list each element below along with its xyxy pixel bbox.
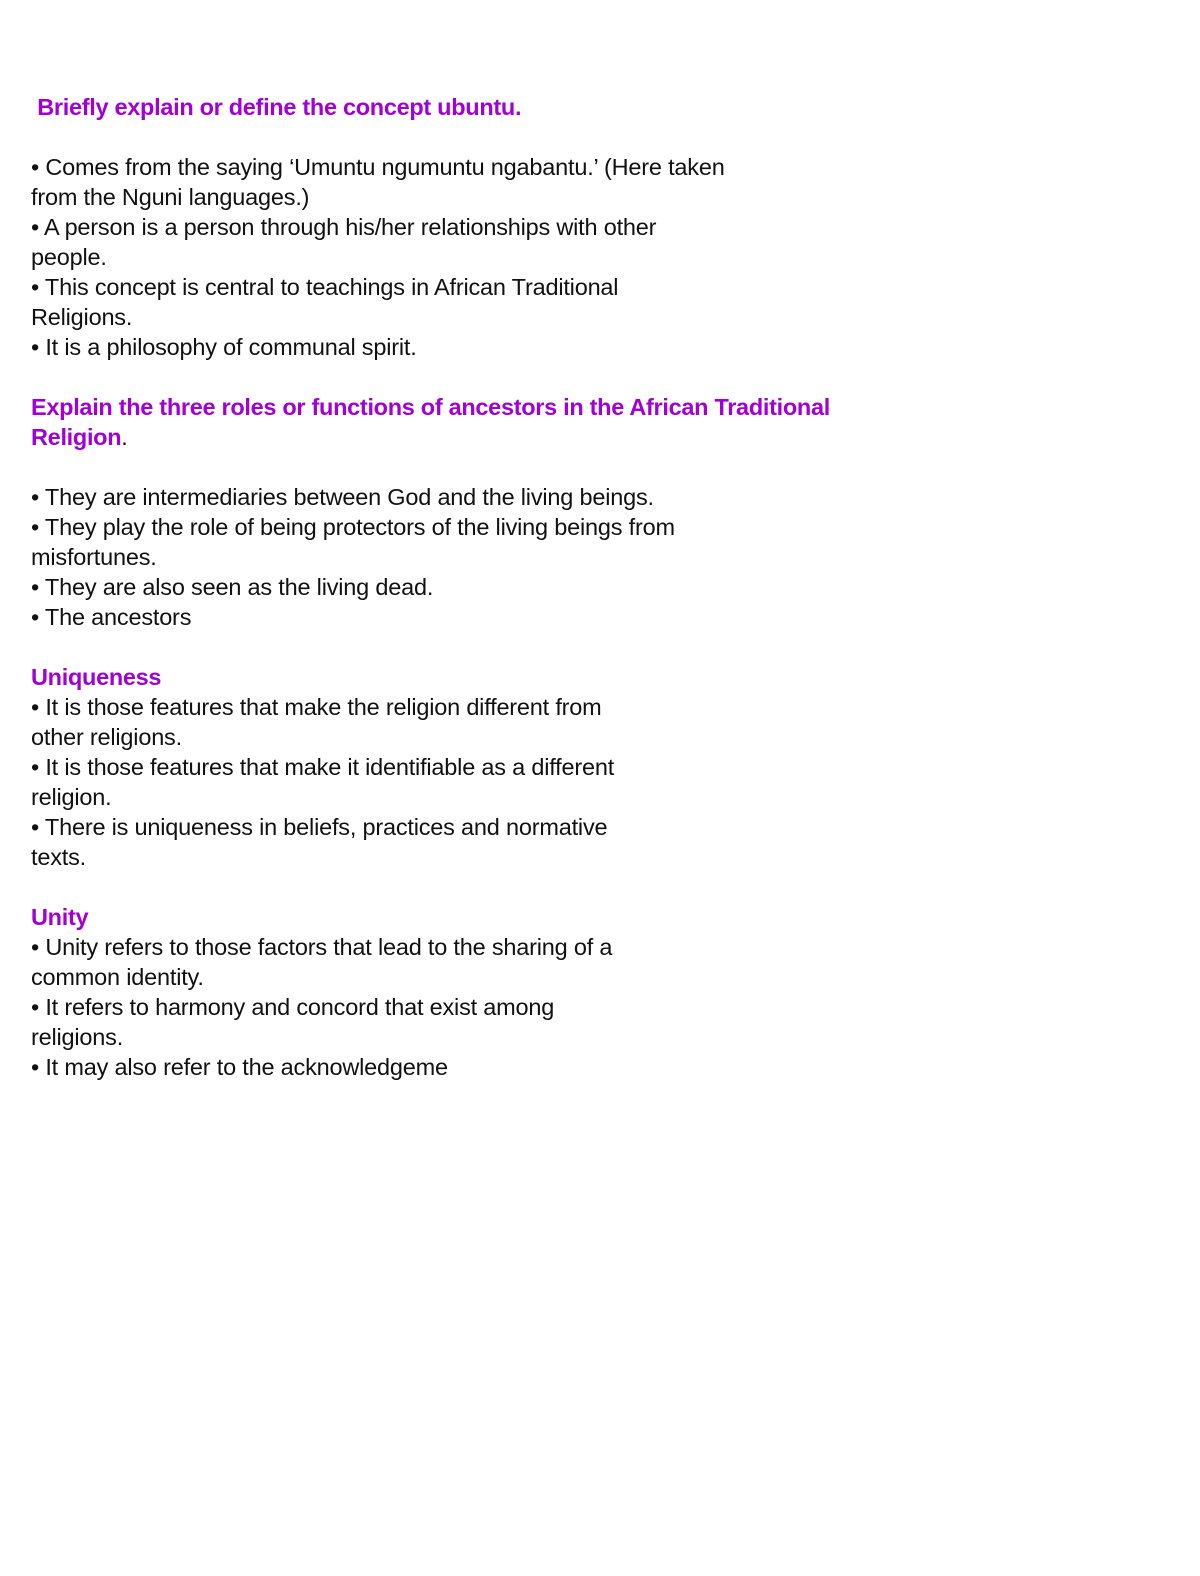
heading-ancestors-period: . <box>121 424 128 450</box>
body-line: • They are also seen as the living dead. <box>31 574 434 600</box>
body-line: • This concept is central to teachings in African Traditional <box>31 274 619 300</box>
heading-ancestors-line2 <box>31 422 931 452</box>
body-line: • There is uniqueness in beliefs, practices and normative <box>31 814 608 840</box>
heading-ancestors-line1: Explain the three roles or functions of ancestors in the African Traditional <box>31 394 830 420</box>
body-line: people. <box>31 244 107 270</box>
heading-unity: Unity <box>31 904 89 930</box>
body-line: misfortunes. <box>31 544 157 570</box>
body-line: religions. <box>31 1024 124 1050</box>
body-line: from the Nguni languages.) <box>31 184 310 210</box>
body-line: • Unity refers to those factors that lead to the sharing of a <box>31 934 613 960</box>
body-line: texts. <box>31 844 86 870</box>
spacer <box>31 122 931 152</box>
heading-ancestors-word: Religion <box>31 424 122 450</box>
body-line: • They play the role of being protectors of the living beings from <box>31 514 675 540</box>
body-line: • It is those features that make the religion different from <box>31 694 602 720</box>
document-page <box>31 92 931 1082</box>
body-line: other religions. <box>31 724 182 750</box>
body-line: • A person is a person through his/her relationships with other <box>31 214 657 240</box>
heading-ubuntu: Briefly explain or define the concept ubuntu. <box>31 94 522 120</box>
body-line: • It is a philosophy of communal spirit. <box>31 334 417 360</box>
body-line: • It is those features that make it identifiable as a different <box>31 754 615 780</box>
body-line: • They are intermediaries between God and the living beings. <box>31 484 654 510</box>
body-line: • It refers to harmony and concord that exist among <box>31 994 555 1020</box>
body-line: common identity. <box>31 964 204 990</box>
heading-uniqueness: Uniqueness <box>31 664 162 690</box>
body-line: • The ancestors <box>31 604 192 630</box>
body-line: • Comes from the saying ‘Umuntu ngumuntu ngabantu.’ (Here taken <box>31 154 725 180</box>
spacer <box>31 362 931 392</box>
body-line: religion. <box>31 784 112 810</box>
body-line: Religions. <box>31 304 133 330</box>
spacer <box>31 452 931 482</box>
spacer <box>31 632 931 662</box>
spacer <box>31 872 931 902</box>
body-line: • It may also refer to the acknowledgeme <box>31 1054 448 1080</box>
